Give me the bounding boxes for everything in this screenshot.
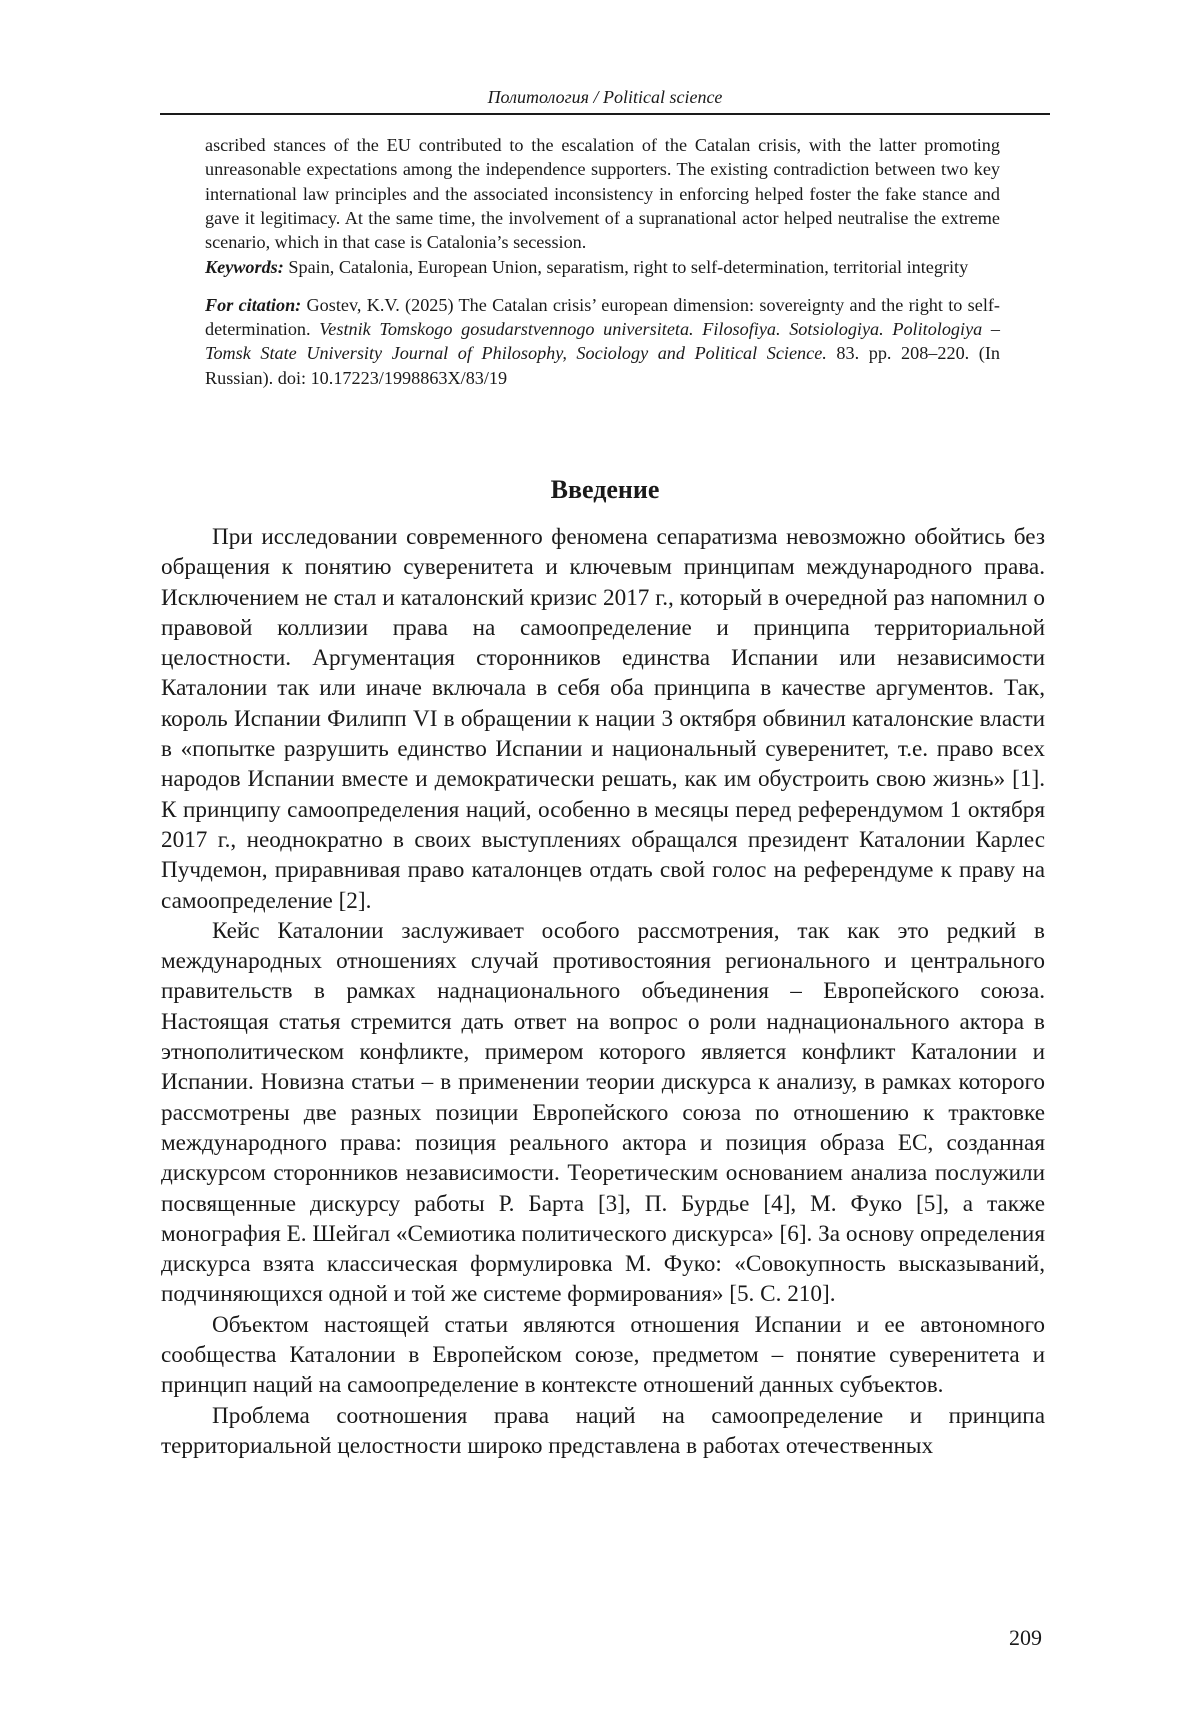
citation-line (205, 293, 1000, 390)
citation-journal: Vestnik Tomskogo gosudarstvennogo universiteta. Filosofiya. Sotsiologiya. Politologiya – Tomsk State University Journal of Philosophy, Sociology and Political Science. (205, 319, 1000, 364)
section-title: Введение (550, 475, 660, 504)
body-paragraph-2: Кейс Каталонии заслуживает особого рассмотрения, так как это редкий в международных отношениях случай противостояния регионального и центрального правительств в рамках наднационального объединения – Европейского союза. Настоящая статья стремится дать ответ на вопрос о роли наднационального актора в этнополитическом конфликте, примером которого является конфликт Каталонии и Испании. Новизна статьи – в применении теории дискурса к анализу, в рамках которого рассмотрены две разных позиции Европейского союза по отношению к трактовке международного права: позиция реального актора и позиция образа ЕС, созданная дискурсом сторонников независимости. Теоретическим основанием анализа послужили посвященные дискурсу работы Р. Барта [3], П. Бурдье [4], М. Фуко [5], а также монография Е. Шейгал «Семиотика политического дискурса» [6]. За основу определения дискурса взята классическая формулировка М. Фуко: «Совокупность высказываний, подчиняющихся одной и той же системе формирования» [5. С. 210]. (161, 917, 1045, 1308)
citation-label: For citation: (205, 294, 302, 315)
keywords-text: Spain, Catalonia, European Union, separatism, right to self-determination, territorial integrity (288, 257, 969, 278)
header-rule (160, 113, 1050, 115)
abstract-block (205, 133, 1000, 390)
body-paragraph-3: Объектом настоящей статьи являются отношения Испании и ее автономного сообщества Каталонии в Европейском союзе, предметом – понятие суверенитета и принцип наций на самоопределение в контексте отношений данных субъектов. (161, 1311, 1045, 1399)
body-paragraph-4: Проблема соотношения права наций на самоопределение и принципа территориальной целостности широко представлена в работах отечественных (161, 1402, 1045, 1459)
keywords-line (205, 255, 1000, 279)
keywords-label: Keywords: (205, 257, 284, 278)
body-text (161, 522, 1045, 1461)
citation-authors-title: Gostev, K.V. (2025) The Catalan crisis’ european dimension: sovereignty and the right to self-determination. (205, 294, 1000, 340)
running-header: Политология / Political science (487, 87, 723, 107)
abstract-text: ascribed stances of the EU contributed to the escalation of the Catalan crisis, with the latter promoting unreasonable expectations among the independence supporters. The existing contradiction between two key international law principles and the associated inconsistency in enforcing helped foster the fake stance and gave it legitimacy. At the same time, the involvement of a supranational actor helped neutralise the extreme scenario, which in that case is Catalonia’s secession. (205, 135, 1000, 253)
body-paragraph-1: При исследовании современного феномена сепаратизма невозможно обойтись без обращения к понятию суверенитета и ключевым принципам международного права. Исключением не стал и каталонский кризис 2017 г., который в очередной раз напомнил о правовой коллизии права на самоопределение и принципа территориальной целостности. Аргументация сторонников единства Испании или независимости Каталонии так или иначе включала в себя оба принципа в качестве аргументов. Так, король Испании Филипп VI в обращении к нации 3 октября обвинил каталонские власти в «попытке разрушить единство Испании и национальный суверенитет, т.е. право всех народов Испании вместе и демократически решать, как им обустроить свою жизнь» [1]. К принципу самоопределения наций, особенно в месяцы перед референдумом 1 октября 2017 г., неоднократно в своих выступлениях обращался президент Каталонии Карлес Пучдемон, приравнивая право каталонцев отдать свой голос на референдуме к праву на самоопределение [2]. (161, 524, 1045, 914)
page-number: 209 (1009, 1625, 1042, 1650)
citation-details: 83. pp. 208–220. (In Russian). doi: 10.17223/1998863X/83/19 (205, 343, 1000, 388)
